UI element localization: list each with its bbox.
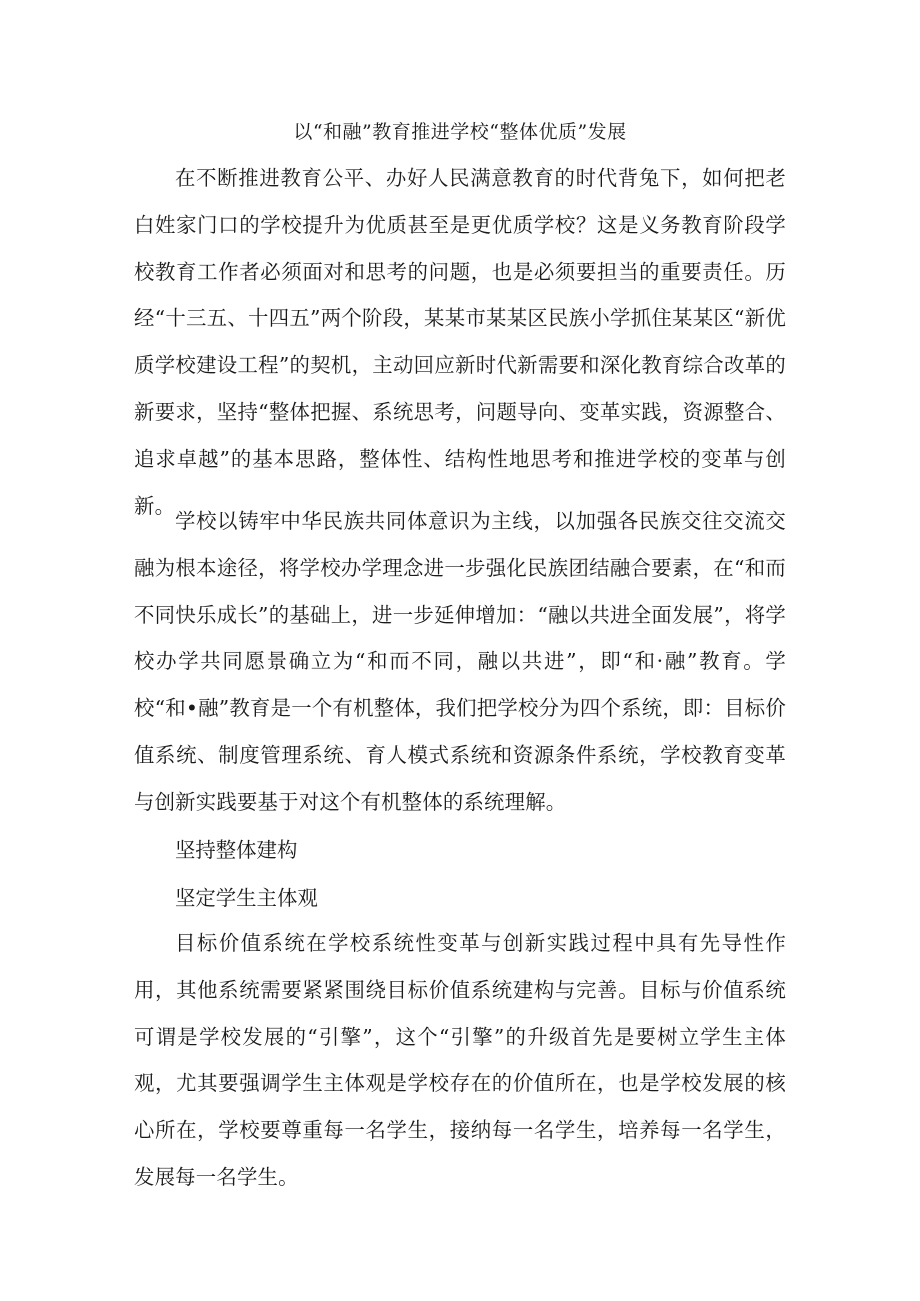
paragraph-philosophy: 学校以铸牢中华民族共同体意识为主线，以加强各民族交往交流交融为根本途径，将学校办学理念进一步强化民族团结融合要素，在“和而不同快乐成长”的基础上，进一步延伸增加：“融以共进全面发展”，将学校办学共同愿景确立为“和而不同，融以共进”，即“和·融”教育。学校“和•融”教育是一个有机整体，我们把学校分为四个系统，即：目标价值系统、制度管理系统、育人模式系统和资源条件系统，学校教育变革与创新实践要基于对这个有机整体的系统理解。 [134,509,786,814]
paragraph-student-view: 目标价值系统在学校系统性变革与创新实践过程中具有先导性作用，其他系统需要紧紧围绕目标价值系统建构与完善。目标与价值系统可谓是学校发展的“引擎”，这个“引擎”的升级首先是要树立学生主体观，尤其要强调学生主体观是学校存在的价值所在，也是学校发展的核心所在，学校要尊重每一名学生，接纳每一名学生，培养每一名学生，发展每一名学生。 [134,931,786,1189]
subsection-heading: 坚定学生主体观 [175,886,318,910]
section-heading: 坚持整体建构 [175,838,298,862]
paragraph-intro: 在不断推进教育公平、办好人民满意教育的时代背兔下，如何把老白姓家门口的学校提升为优质甚至是更优质学校？这是义务教育阶段学校教育工作者必须面对和思考的问题，也是必须要担当的重要责任。历经“十三五、十四五”两个阶段，某某市某某区民族小学抓住某某区“新优质学校建设工程”的契机，主动回应新时代新需要和深化教育综合改革的新要求，坚持“整体把握、系统思考，问题导向、变革实践，资源整合、追求卓越”的基本思路，整体性、结构性地思考和推进学校的变革与创新。 [134,166,786,518]
document-title: 以“和融”教育推进学校“整体优质”发展 [293,121,627,143]
